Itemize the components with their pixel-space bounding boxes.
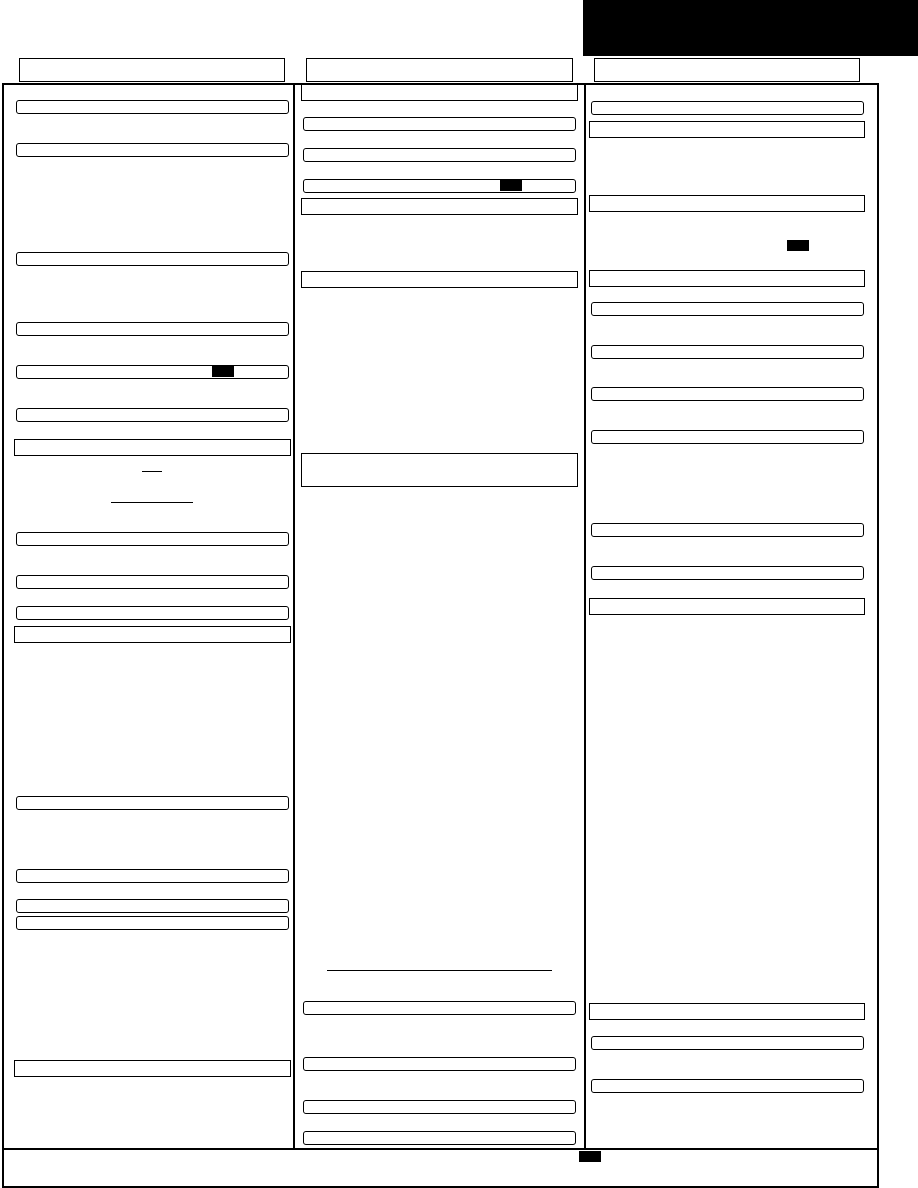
left-field-8[interactable] xyxy=(16,575,289,589)
left-field-10[interactable] xyxy=(16,796,289,810)
left-field-1[interactable] xyxy=(16,100,289,114)
right-section-header-4 xyxy=(589,598,865,615)
column-header-right xyxy=(594,58,860,82)
middle-field-5[interactable] xyxy=(303,1057,576,1071)
left-field-3[interactable] xyxy=(16,252,289,266)
column-divider-1 xyxy=(293,83,295,1148)
footer-bar xyxy=(2,1148,879,1150)
left-short-rule xyxy=(142,471,162,472)
right-field-2[interactable] xyxy=(591,302,864,316)
footer-marker xyxy=(579,1151,601,1162)
left-field-5-marker xyxy=(212,366,234,377)
left-field-12[interactable] xyxy=(16,899,289,913)
left-section-header-1 xyxy=(14,439,291,456)
left-section-header-2 xyxy=(14,626,291,643)
right-field-1[interactable] xyxy=(591,101,864,115)
middle-signature-rule xyxy=(327,970,552,971)
middle-field-3[interactable] xyxy=(303,179,576,193)
right-field-3[interactable] xyxy=(591,345,864,359)
middle-section-header-1 xyxy=(301,84,578,101)
column-divider-2 xyxy=(584,83,586,1148)
right-field-9[interactable] xyxy=(591,1079,864,1093)
right-field-7[interactable] xyxy=(591,566,864,580)
title-block xyxy=(583,0,918,56)
middle-section-header-2 xyxy=(301,198,578,215)
middle-field-4[interactable] xyxy=(303,1001,576,1015)
right-field-6[interactable] xyxy=(591,523,864,537)
left-field-6[interactable] xyxy=(16,408,289,422)
middle-field-3-marker xyxy=(500,180,522,191)
column-header-middle xyxy=(306,58,573,82)
middle-section-header-4 xyxy=(301,453,578,487)
right-section-header-2 xyxy=(589,195,865,212)
left-field-2[interactable] xyxy=(16,143,289,157)
right-section-header-1 xyxy=(589,121,865,138)
footer-text xyxy=(10,1158,570,1172)
right-field-8[interactable] xyxy=(591,1036,864,1050)
left-signature-rule xyxy=(111,502,193,503)
right-field-5[interactable] xyxy=(591,430,864,444)
middle-section-header-3 xyxy=(301,271,578,288)
left-field-4[interactable] xyxy=(16,322,289,336)
right-section-header-3 xyxy=(589,270,865,287)
middle-field-7[interactable] xyxy=(303,1131,576,1145)
middle-field-2[interactable] xyxy=(303,148,576,162)
left-field-5[interactable] xyxy=(16,365,289,379)
right-field-4[interactable] xyxy=(591,387,864,401)
left-field-11[interactable] xyxy=(16,869,289,883)
right-marker xyxy=(787,240,809,251)
column-header-left xyxy=(19,58,285,82)
left-section-header-3 xyxy=(16,916,289,930)
middle-field-1[interactable] xyxy=(303,117,576,131)
left-section-header-4 xyxy=(14,1060,291,1077)
left-field-9[interactable] xyxy=(16,606,289,620)
middle-field-6[interactable] xyxy=(303,1100,576,1114)
left-field-7[interactable] xyxy=(16,532,289,546)
right-section-header-5 xyxy=(589,1003,865,1020)
